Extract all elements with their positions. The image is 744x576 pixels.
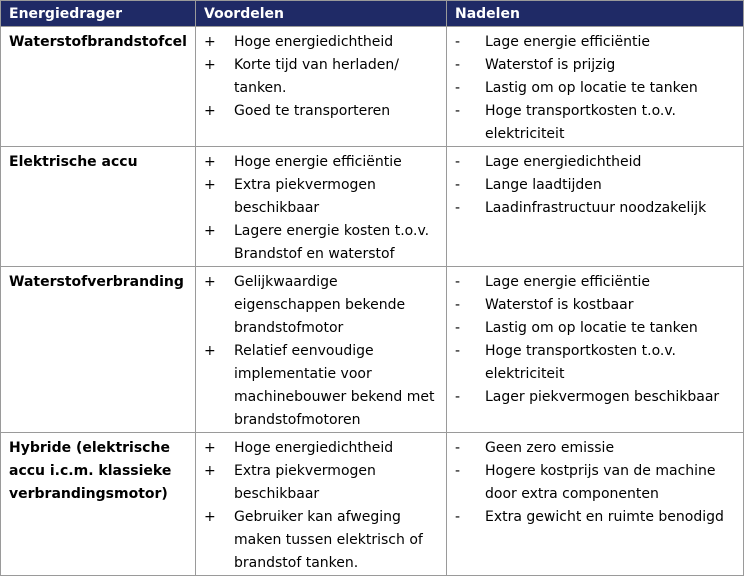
header-nadelen: Nadelen (447, 1, 744, 27)
pro-text: Korte tijd van herladen/ tanken. (234, 57, 399, 96)
list-item (455, 54, 735, 77)
pro-text: Lagere energie kosten t.o.v. Brandstof en waterstof (234, 223, 430, 262)
plus-marker: + (204, 223, 216, 239)
minus-marker: - (455, 57, 461, 73)
pro-text: Gelijkwaardige eigenschappen bekende brandstofmotor (234, 274, 406, 336)
con-text: Hoge transportkosten t.o.v. elektriciteit (485, 343, 676, 382)
con-text: Lager piekvermogen beschikbaar (485, 389, 720, 405)
minus-marker: - (455, 509, 461, 525)
minus-marker: - (455, 80, 461, 96)
con-text: Hoge transportkosten t.o.v. elektriciteit (485, 103, 676, 142)
row-name-cell: Waterstofverbranding (1, 267, 196, 433)
pro-text: Extra piekvermogen beschikbaar (234, 463, 376, 502)
table-row (1, 267, 744, 433)
minus-marker: - (455, 440, 461, 456)
pro-text: Hoge energie efficiëntie (234, 154, 402, 170)
header-row (1, 1, 744, 27)
table-row (1, 433, 744, 576)
plus-marker: + (204, 343, 216, 359)
list-item (455, 197, 735, 220)
cons-list (455, 151, 735, 220)
pros-list (204, 31, 438, 123)
minus-marker: - (455, 297, 461, 313)
list-item (455, 294, 735, 317)
row-name-cell: Waterstofbrandstofcel (1, 27, 196, 147)
minus-marker: - (455, 343, 461, 359)
con-text: Laadinfrastructuur noodzakelijk (485, 200, 707, 216)
pros-cell (196, 433, 447, 576)
list-item (455, 100, 735, 146)
con-text: Geen zero emissie (485, 440, 615, 456)
list-item (204, 271, 438, 340)
con-text: Lastig om op locatie te tanken (485, 80, 698, 96)
cons-list (455, 271, 735, 409)
minus-marker: - (455, 463, 461, 479)
list-item (455, 317, 735, 340)
pro-text: Relatief eenvoudige implementatie voor machinebouwer bekend met brandstofmotoren (234, 343, 435, 428)
plus-marker: + (204, 509, 216, 525)
list-item (455, 386, 735, 409)
pros-list (204, 437, 438, 575)
plus-marker: + (204, 274, 216, 290)
list-item (204, 340, 438, 432)
minus-marker: - (455, 200, 461, 216)
pro-text: Goed te transporteren (234, 103, 391, 119)
pro-text: Extra piekvermogen beschikbaar (234, 177, 376, 216)
pros-cell (196, 267, 447, 433)
list-item (455, 77, 735, 100)
table-row (1, 27, 744, 147)
cons-list (455, 437, 735, 529)
cons-cell (447, 267, 744, 433)
pros-cell (196, 27, 447, 147)
con-text: Lastig om op locatie te tanken (485, 320, 698, 336)
con-text: Lage energie efficiëntie (485, 34, 650, 50)
list-item (204, 100, 438, 123)
pro-text: Hoge energiedichtheid (234, 440, 394, 456)
minus-marker: - (455, 320, 461, 336)
pros-cell (196, 147, 447, 267)
list-item (204, 54, 438, 100)
pro-text: Gebruiker kan afweging maken tussen elektrisch of brandstof tanken. (234, 509, 423, 571)
list-item (204, 151, 438, 174)
list-item (455, 151, 735, 174)
list-item (455, 506, 735, 529)
pro-text: Hoge energiedichtheid (234, 34, 394, 50)
con-text: Lage energiedichtheid (485, 154, 642, 170)
plus-marker: + (204, 154, 216, 170)
minus-marker: - (455, 177, 461, 193)
plus-marker: + (204, 57, 216, 73)
con-text: Lange laadtijden (485, 177, 602, 193)
header-voordelen: Voordelen (196, 1, 447, 27)
list-item (455, 174, 735, 197)
con-text: Waterstof is prijzig (485, 57, 616, 73)
plus-marker: + (204, 103, 216, 119)
list-item (204, 174, 438, 220)
list-item (204, 31, 438, 54)
plus-marker: + (204, 463, 216, 479)
minus-marker: - (455, 389, 461, 405)
plus-marker: + (204, 440, 216, 456)
list-item (204, 437, 438, 460)
table-row (1, 147, 744, 267)
con-text: Lage energie efficiëntie (485, 274, 650, 290)
list-item (455, 460, 735, 506)
minus-marker: - (455, 34, 461, 50)
cons-cell (447, 433, 744, 576)
minus-marker: - (455, 154, 461, 170)
con-text: Waterstof is kostbaar (485, 297, 634, 313)
cons-list (455, 31, 735, 146)
pros-list (204, 271, 438, 432)
list-item (455, 437, 735, 460)
header-energiedrager: Energiedrager (1, 1, 196, 27)
con-text: Hogere kostprijs van de machine door extra componenten (485, 463, 716, 502)
cons-cell (447, 147, 744, 267)
list-item (455, 271, 735, 294)
plus-marker: + (204, 177, 216, 193)
plus-marker: + (204, 34, 216, 50)
pros-list (204, 151, 438, 266)
list-item (204, 506, 438, 575)
row-name-cell: Hybride (elektrische accu i.c.m. klassieke verbrandingsmotor) (1, 433, 196, 576)
cons-cell (447, 27, 744, 147)
con-text: Extra gewicht en ruimte benodigd (485, 509, 724, 525)
list-item (455, 31, 735, 54)
list-item (455, 340, 735, 386)
minus-marker: - (455, 274, 461, 290)
row-name-cell: Elektrische accu (1, 147, 196, 267)
list-item (204, 460, 438, 506)
minus-marker: - (455, 103, 461, 119)
list-item (204, 220, 438, 266)
